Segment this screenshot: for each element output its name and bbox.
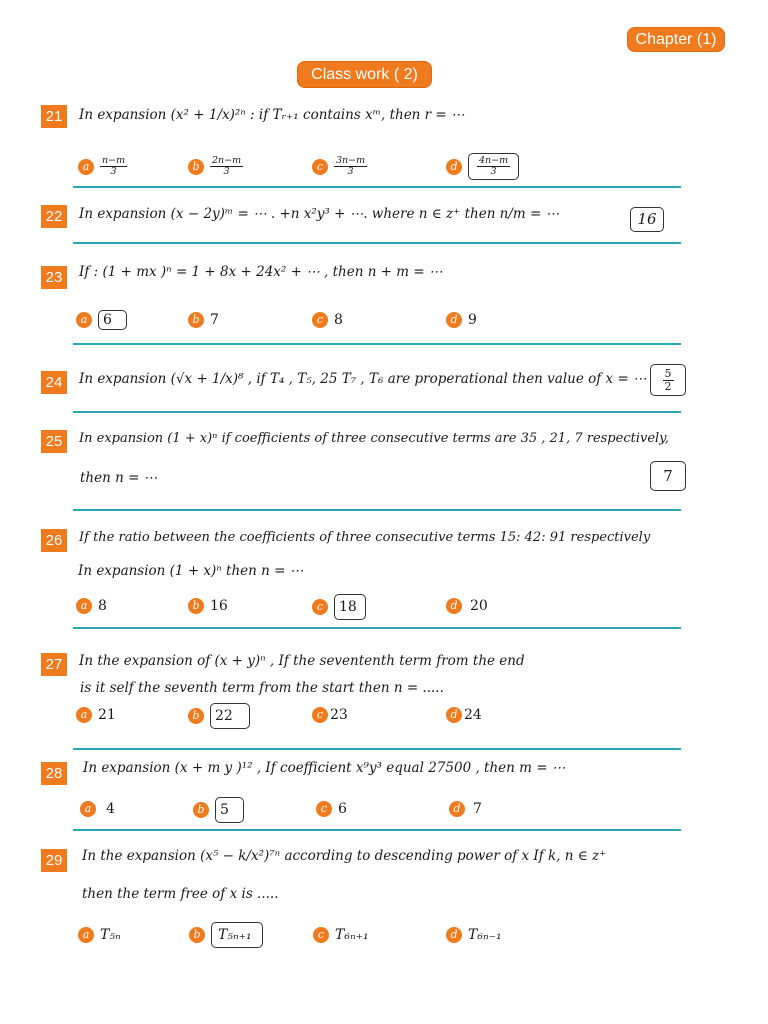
question-27-text-line2: is it self the seventh term from the start then n = ..... — [80, 680, 444, 696]
q29-option-b[interactable] — [189, 922, 263, 948]
option-badge: d — [446, 312, 462, 328]
question-number-27: 27 — [41, 653, 67, 676]
q29-option-a[interactable] — [78, 927, 121, 943]
answer-box-25: 7 — [650, 461, 686, 491]
option-value: $\frac{3n-m}{3}$ — [336, 155, 366, 177]
q27-option-c[interactable] — [312, 707, 348, 723]
option-badge: b — [188, 598, 204, 614]
option-value: T₆ₙ₊₁ — [335, 927, 369, 943]
q23-option-a[interactable] — [76, 310, 127, 330]
q21-option-d[interactable] — [446, 153, 519, 180]
q21-option-b[interactable] — [188, 156, 243, 177]
question-23-text: If : (1 + mx )ⁿ = 1 + 8x + 24x² + ⋯ , then n + m = ⋯ — [79, 264, 443, 280]
option-badge: b — [188, 312, 204, 328]
answer-box-24: $\frac{5}{2}$ — [650, 364, 686, 396]
option-value-selected: 22 — [210, 703, 250, 729]
option-badge: b — [188, 159, 204, 175]
option-value: 7 — [210, 312, 219, 328]
q28-option-a[interactable] — [80, 801, 115, 817]
option-badge: c — [312, 599, 328, 615]
q29-option-d[interactable] — [446, 927, 502, 943]
question-24-text: In expansion (√x + 1/x)⁸ , if T₄ , T₅, 25 T₇ , T₆ are properational then value of x = ⋯ — [79, 371, 647, 387]
option-value: 24 — [464, 707, 482, 723]
option-badge: d — [446, 927, 462, 943]
q27-option-d[interactable] — [446, 707, 482, 723]
option-badge: a — [76, 707, 92, 723]
option-value: 8 — [334, 312, 343, 328]
option-badge: c — [313, 927, 329, 943]
q29-option-c[interactable] — [313, 927, 369, 943]
option-badge: a — [78, 159, 94, 175]
option-value-selected: 6 — [98, 310, 127, 330]
q28-option-b[interactable] — [193, 797, 244, 823]
option-value: 23 — [330, 707, 348, 723]
divider — [73, 627, 681, 629]
question-number-26: 26 — [41, 529, 67, 552]
option-value: $\frac{n-m}{3}$ — [102, 155, 126, 177]
option-value: 9 — [468, 312, 477, 328]
question-number-25: 25 — [41, 430, 67, 453]
option-value: 21 — [98, 707, 116, 723]
question-22-text: In expansion (x − 2y)ᵐ = ⋯ . +n x²y³ + ⋯. where n ∈ z⁺ then n/m = ⋯ — [79, 206, 560, 222]
q27-option-a[interactable] — [76, 707, 116, 723]
option-value-selected: 5 — [215, 797, 244, 823]
question-26-text-line2: In expansion (1 + x)ⁿ then n = ⋯ — [78, 563, 304, 579]
option-badge: b — [188, 708, 204, 724]
q26-option-d[interactable] — [446, 598, 488, 614]
option-value-selected: 18 — [334, 594, 366, 620]
divider — [73, 411, 681, 413]
question-number-21: 21 — [41, 105, 67, 128]
option-badge: c — [312, 159, 328, 175]
question-29-text-line2: then the term free of x is ..... — [82, 886, 279, 902]
question-27-text: In the expansion of (x + y)ⁿ , If the sevententh term from the end — [79, 653, 525, 669]
q23-option-d[interactable] — [446, 312, 477, 328]
question-26-text: If the ratio between the coefficients of three consecutive terms 15: 42: 91 respectively — [79, 530, 651, 545]
divider — [73, 509, 681, 511]
question-number-22: 22 — [41, 205, 67, 228]
option-value-selected: $\frac{4n-m}{3}$ — [468, 153, 519, 180]
option-value: 6 — [338, 801, 347, 817]
question-21-text: In expansion (x² + 1/x)²ⁿ : if Tᵣ₊₁ contains xᵐ, then r = ⋯ — [79, 107, 465, 123]
divider — [73, 748, 681, 750]
q23-option-c[interactable] — [312, 312, 343, 328]
q26-option-c[interactable] — [312, 594, 366, 620]
divider — [73, 829, 681, 831]
option-badge: d — [446, 598, 462, 614]
q28-option-c[interactable] — [316, 801, 347, 817]
option-value: T₆ₙ₋₁ — [468, 927, 502, 943]
question-number-23: 23 — [41, 266, 67, 289]
q26-option-b[interactable] — [188, 598, 228, 614]
question-25-text: In expansion (1 + x)ⁿ if coefficients of three consecutive terms are 35 , 21, 7 respectively, — [79, 431, 669, 446]
option-value: 7 — [473, 801, 482, 817]
q26-option-a[interactable] — [76, 598, 107, 614]
option-badge: c — [312, 707, 328, 723]
option-badge: a — [78, 927, 94, 943]
answer-box-22: 16 — [630, 207, 664, 232]
option-badge: b — [193, 802, 209, 818]
classwork-title: Class work ( 2) — [297, 61, 432, 88]
option-badge: a — [80, 801, 96, 817]
q23-option-b[interactable] — [188, 312, 219, 328]
question-29-text: In the expansion (x⁵ − k/x²)⁷ⁿ according to descending power of x If k, n ∈ z⁺ — [82, 848, 607, 864]
question-28-text: In expansion (x + m y )¹² , If coefficient x⁹y³ equal 27500 , then m = ⋯ — [83, 760, 566, 776]
option-value: 8 — [98, 598, 107, 614]
q28-option-d[interactable] — [449, 801, 482, 817]
question-number-24: 24 — [41, 371, 67, 394]
option-badge: b — [189, 927, 205, 943]
divider — [73, 343, 681, 345]
option-badge: a — [76, 598, 92, 614]
q27-option-b[interactable] — [188, 703, 250, 729]
option-badge: c — [316, 801, 332, 817]
option-badge: d — [449, 801, 465, 817]
q21-option-c[interactable] — [312, 156, 367, 177]
question-number-28: 28 — [41, 762, 67, 785]
option-badge: d — [446, 707, 462, 723]
option-value: 16 — [210, 598, 228, 614]
divider — [73, 242, 681, 244]
option-value-selected: T₅ₙ₊₁ — [211, 922, 263, 948]
question-25-text-line2: then n = ⋯ — [80, 470, 158, 486]
option-value: $\frac{2n-m}{3}$ — [212, 155, 242, 177]
option-badge: a — [76, 312, 92, 328]
option-value: 4 — [106, 801, 115, 817]
option-badge: c — [312, 312, 328, 328]
option-badge: d — [446, 159, 462, 175]
option-value: 20 — [470, 598, 488, 614]
option-value: T₅ₙ — [100, 927, 121, 943]
q21-option-a[interactable] — [78, 156, 127, 177]
divider — [73, 186, 681, 188]
question-number-29: 29 — [41, 849, 67, 872]
chapter-badge: Chapter (1) — [627, 27, 725, 52]
